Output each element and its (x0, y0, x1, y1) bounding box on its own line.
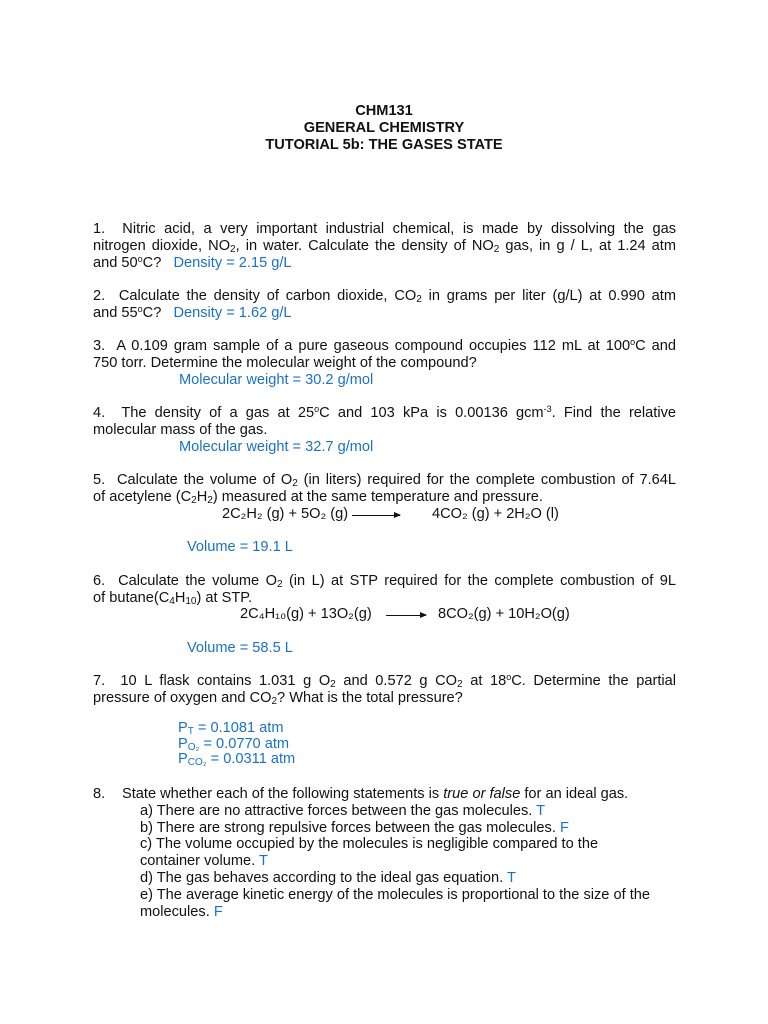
co2-pressure-answer: $P_{CO_2} = 0.0311$ atm (178, 751, 296, 769)
question-5-line-1: 5. Calculate the volume of $O_2$ (in liters) required for the complete combustion of 7.64L (93, 472, 677, 489)
question-7-line-1: 7. 10 L flask contains 1.031 g $O_2$ and 0.572 g $CO_2$ at 18$^o$C. Determine the partial (93, 672, 676, 690)
question-3-answer: Molecular weight = 30.2 g/mol (179, 371, 374, 388)
reaction-arrow-icon (386, 615, 426, 616)
statement-e: e) The average kinetic energy of the molecules is proportional to the size of the molecules. F (140, 887, 650, 920)
question-5-line-2: of acetylene $(C_2H_2)$ measured at the same temperature and pressure. (93, 488, 543, 506)
question-1-line-2: nitrogen dioxide, $NO_2$, in water. Calculate the density of $NO_2$ gas, in g / L, at 1.24 atm (93, 237, 676, 255)
question-8-stem: State whether each of the following statements is true or false for an ideal gas. (122, 786, 629, 802)
question-3-line-2: 750 torr. Determine the molecular weight of the compound? (93, 354, 477, 371)
statement-d-answer: T (507, 870, 516, 886)
subject-title: GENERAL CHEMISTRY (303, 120, 465, 136)
question-1-line-1: 1. Nitric acid, a very important industrial chemical, is made by dissolving the gas (93, 221, 677, 237)
statement-a: a) There are no attractive forces between the gas molecules. T (140, 803, 546, 819)
question-1-line-3: and 50$^o$C? Density = 2.15 g/L (93, 253, 292, 271)
total-pressure-answer: $P_T = 0.1081$ atm (178, 720, 284, 737)
question-5-answer: Volume = 19.1 L (187, 539, 293, 555)
question-5 (93, 472, 676, 506)
question-2-line-1: 2. Calculate the density of carbon dioxide, $CO_2$ in grams per liter (g/L) at 0.990 atm (93, 288, 676, 305)
statement-b-answer: F (559, 820, 569, 836)
question-1-answer: Density = 2.15 g/L (173, 254, 292, 271)
question-4-line-2: molecular mass of the gas. (93, 421, 268, 438)
question-4-answer: Molecular weight = 32.7 g/mol (179, 438, 374, 455)
question-1 (93, 221, 676, 271)
question-3-line-1: 3. A 0.109 gram sample of a pure gaseous compound occupies 112 mL at 100$^o$C and (93, 337, 676, 354)
question-6-equation-right: 8CO₂(g) + 10H₂O(g) (438, 606, 570, 622)
tutorial-title: TUTORIAL 5b: THE GASES STATE (265, 137, 503, 153)
course-code: CHM131 (355, 103, 413, 119)
question-2-answer: Density = 1.62 g/L (173, 304, 292, 321)
statement-d: d) The gas behaves according to the ideal gas equation. T (140, 870, 516, 886)
statement-c-answer: T (258, 852, 268, 869)
question-4 (93, 405, 676, 455)
statement-e-answer: F (213, 903, 223, 920)
question-5-equation-right: 4CO₂ (g) + 2H₂O (l) (432, 506, 559, 522)
statement-b: b) There are strong repulsive forces between the gas molecules. F (140, 820, 569, 836)
question-6 (93, 573, 676, 607)
question-7 (93, 673, 676, 707)
question-3 (93, 338, 676, 388)
question-6-line-2: of $butane(C_4H_{10})$ at STP. (93, 589, 253, 607)
statement-a-answer: T (536, 803, 546, 819)
reaction-arrow-icon (352, 515, 400, 516)
question-6-equation-left: 2C₄H₁₀(g) + 13O₂(g) (240, 606, 372, 622)
question-2 (93, 288, 676, 322)
question-5-equation-left: 2C₂H₂ (g) + 5O₂ (g) (222, 506, 349, 522)
question-2-line-2: and 55$^o$C? Density = 1.62 g/L (93, 303, 292, 321)
statement-c: c) The volume occupied by the molecules is negligible compared to the container volume. T (140, 836, 599, 869)
question-7-line-2: pressure of oxygen and $CO_2$? What is the total pressure? (93, 689, 463, 707)
question-6-answer: Volume = 58.5 L (187, 640, 293, 656)
question-7-answers (178, 721, 295, 768)
oxygen-pressure-answer: $P_{O_2} = 0.0770$ atm (178, 735, 290, 753)
question-4-line-1: 4. The density of a gas at 25$^o$C and 103 kPa is 0.00136 gcm$^{-3}$. Find the relative (93, 404, 676, 421)
question-8-number: 8. (93, 786, 106, 802)
question-6-line-1: 6. Calculate the volume $O_2$ (in L) at STP required for the complete combustion of 9L (93, 573, 676, 590)
